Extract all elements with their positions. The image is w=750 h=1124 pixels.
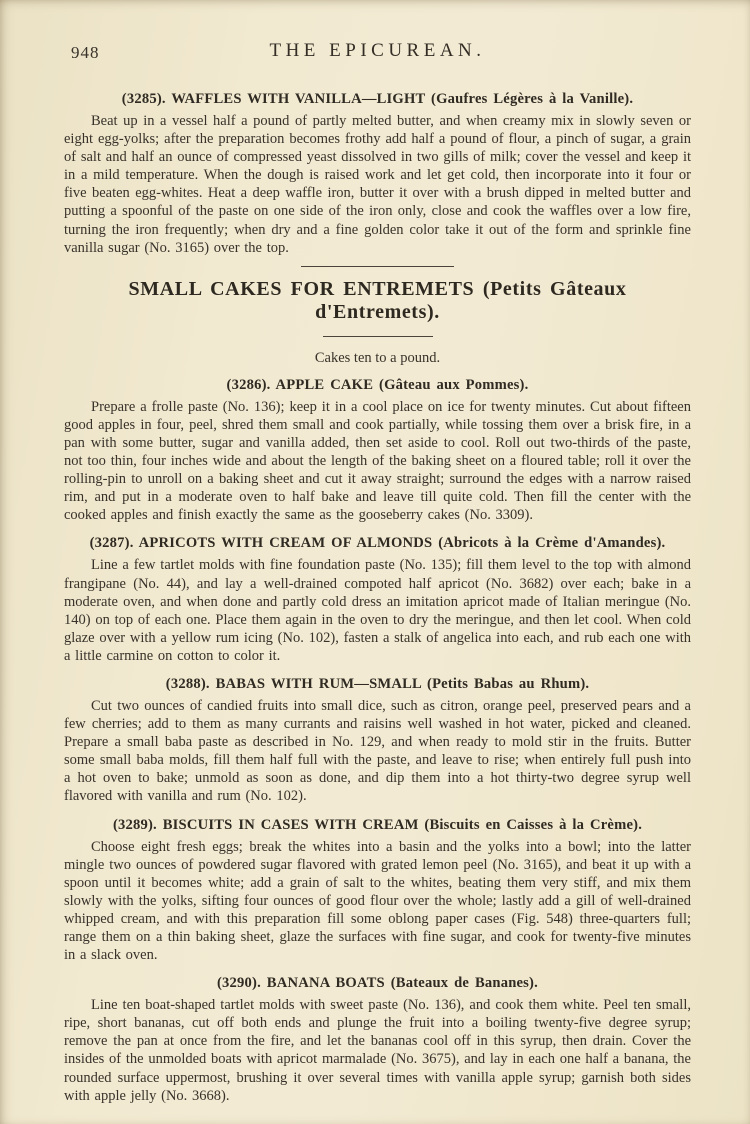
running-title: THE EPICUREAN.: [269, 40, 486, 61]
recipe-body-babas: Cut two ounces of candied fruits into small dice, such as citron, orange peel, preserved pears and a few cherries; add to them as many currants and raisins well washed in hot water, picked and cleaned. Prepare a small baba paste as described in No. 129, and when ready to mold stir in the fruits. Butter some small baba molds, fill them half full with the paste, and leave to rise; when entirely full push into a hot oven to bake; unmold as soon as done, and dip them into a hot thirty-two degree syrup well flavored with vanilla and rum (No. 102).: [64, 697, 691, 805]
recipe-title-banana-boats: (3290). BANANA BOATS (Bateaux de Bananes).: [217, 975, 538, 992]
section-title: SMALL CAKES FOR ENTREMETS (Petits Gâteaux d'Entremets).: [128, 277, 627, 323]
section-note: Cakes ten to a pound.: [314, 349, 441, 366]
recipe-body-apricots: Line a few tartlet molds with fine foundation paste (No. 135); fill them level to the top with almond frangipane (No. 44), and lay a well-drained compoted half apricot (No. 3682) over each; bake in a moderate oven, and when done and partly cold dress an imitation apricot made of Italian meringue (No. 140) on top of each one. Place them again in the oven to dry the meringue, and then let cool. When cold glaze over with a yellow rum icing (No. 102), fasten a stalk of angelica into each, and rub each one with a little carmine on cotton to color it.: [64, 557, 691, 664]
recipe-title-apple-cake: (3286). APPLE CAKE (Gâteau aux Pommes).: [226, 376, 529, 393]
recipe-body-banana-boats: Line ten boat-shaped tartlet molds with sweet paste (No. 136), and cook them white. Peel ten small, ripe, short bananas, cut off both ends and plunge the fruit into a boiling twenty-five degree syrup; remove the pan at once from the fire, and let the bananas cool off in this syrup, then drain. Cover the insides of the unmolded boats with apricot marmalade (No. 3675), and lay in each one half a banana, the rounded surface uppermost, brushing it over several times with vanilla apple syrup; garnish both sides with apple jelly (No. 3668).: [64, 997, 691, 1104]
section-sub-rule: [323, 336, 433, 337]
recipe-title-babas: (3288). BABAS WITH RUM—SMALL (Petits Babas au Rhum).: [165, 675, 590, 692]
recipe-title-apricots: (3287). APRICOTS WITH CREAM OF ALMONDS (Abricots à la Crème d'Amandes).: [89, 535, 666, 552]
section-divider-rule: [301, 266, 454, 267]
recipe-title-waffles: (3285). WAFFLES WITH VANILLA—LIGHT (Gaufres Légères à la Vanille).: [121, 91, 634, 107]
recipe-body-biscuits: Choose eight fresh eggs; break the whites into a basin and the yolks into a bowl; into the latter mingle two ounces of powdered sugar flavored with grated lemon peel (No. 3165), and beat it up with a spoon until it becomes white; add a grain of salt to the whites, beating them very stiff, and mix them slowly with the yolks, sifting four ounces of good flour over the whole; lastly add a gill of well-drained whipped cream, and with this preparation fill some oblong paper cases (Fig. 548) three-quarters full; range them on a thin baking sheet, glaze the surfaces with fine sugar, and cook for twenty-five minutes in a slack oven.: [64, 838, 691, 964]
page-number: 948: [71, 43, 100, 62]
page-header: [64, 40, 691, 64]
recipe-title-biscuits: (3289). BISCUITS IN CASES WITH CREAM (Biscuits en Caisses à la Crème).: [112, 816, 643, 833]
recipe-body-waffles: Beat up in a vessel half a pound of partly melted butter, and when creamy mix in slowly seven or eight egg-yolks; after the preparation becomes frothy add half a pound of flour, a pinch of sugar, a grain of salt and half an ounce of compressed yeast dissolved in two gills of milk; cover the vessel and keep it in a mild temperature. When the dough is raised work and let get cold, then incorporate into it four or five beaten egg-whites. Heat a deep waffle iron, butter it over with a brush dipped in melted butter and putting a spoonful of the paste on one side of the iron only, close and cook the waffles over a low fire, turning the iron frequently; when dry and a fine golden color take it out of the form and sprinkle fine vanilla sugar (No. 3165) over the top.: [64, 113, 691, 256]
recipe-body-apple-cake: Prepare a frolle paste (No. 136); keep it in a cool place on ice for twenty minutes. Cut about fifteen good apples in four, peel, shred them small and cook partially, while tossing them over a brisk fire, in a pan with some butter, sugar and vanilla added, then set aside to cool. Roll out two-thirds of the paste, not too thin, four inches wide and about the length of the baking sheet on a floured table; roll it over the rolling-pin to unroll on a baking sheet and cut it away straight; surround the edges with a narrow raised rim, and put in a moderate oven to half bake and leave till quite cold. Then fill the center with the cooked apples and finish exactly the same as the gooseberry cakes (No. 3309).: [64, 398, 691, 524]
